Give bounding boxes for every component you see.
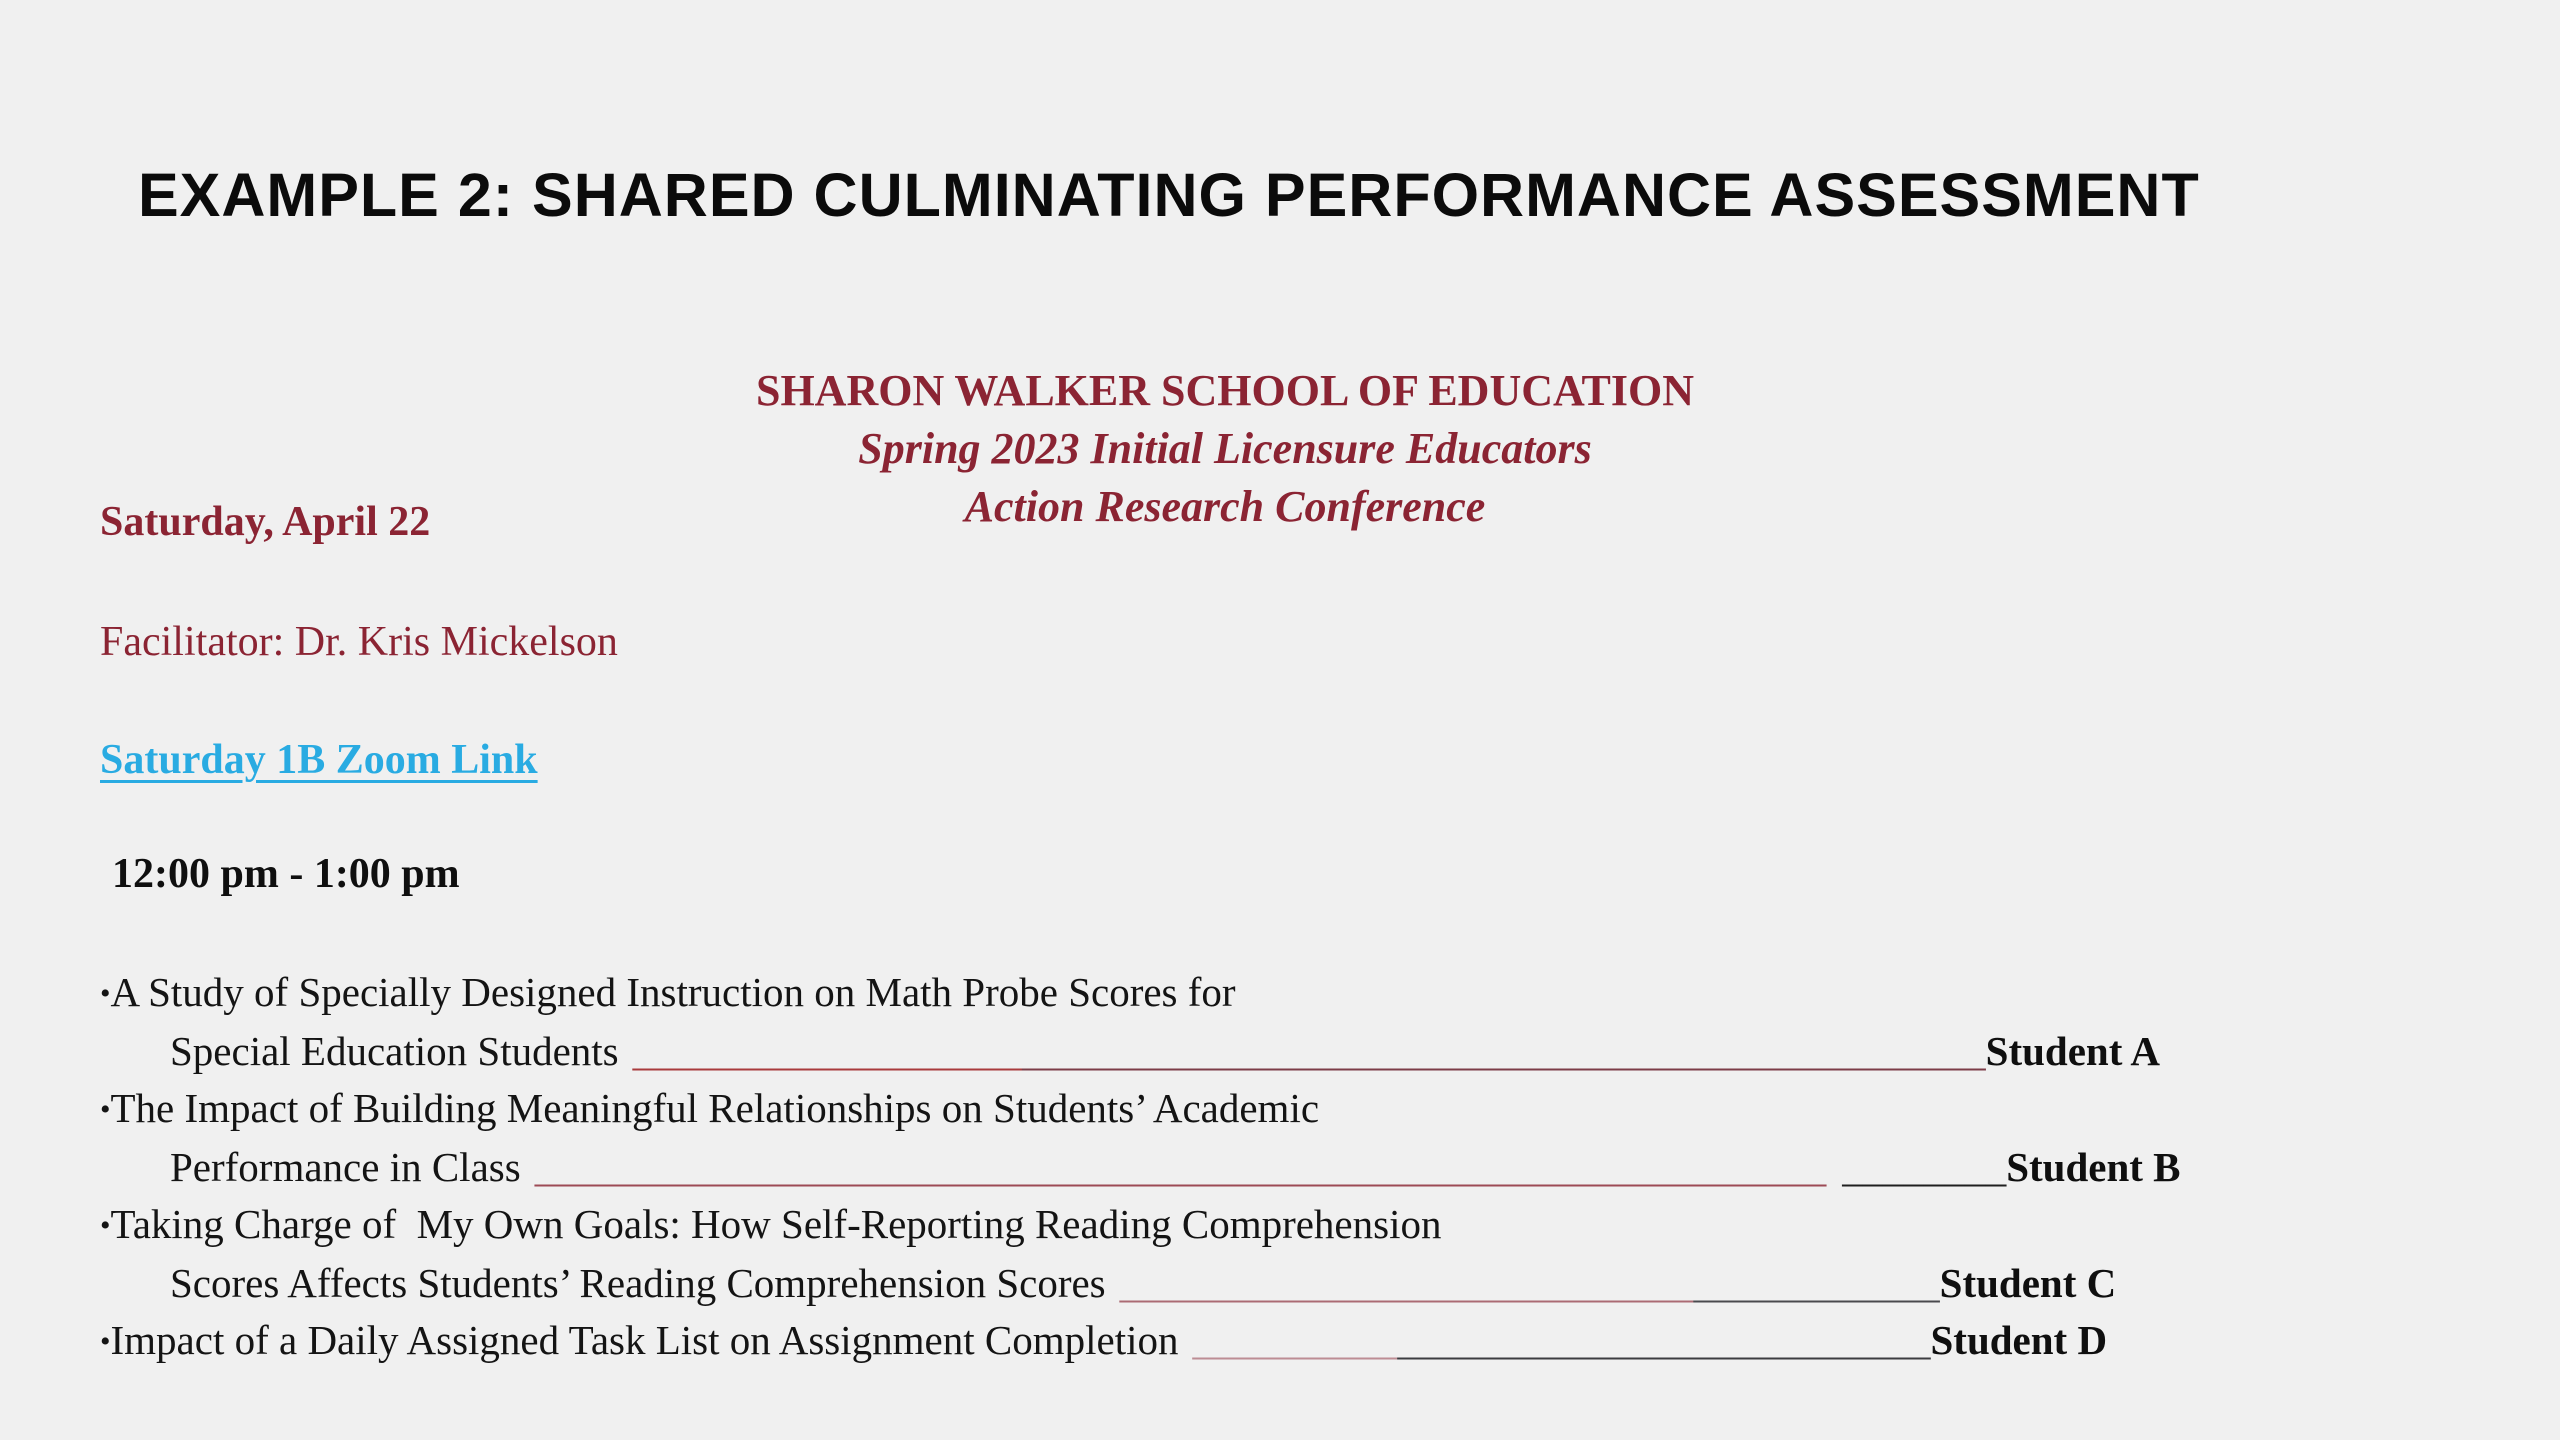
fill-in-line: ________: [1842, 1143, 2007, 1190]
session-time: 12:00 pm - 1:00 pm: [112, 851, 460, 897]
bullet-icon: •: [100, 1325, 111, 1358]
agenda-text: A Study of Specially Designed Instruction on Math Probe Scores for: [110, 969, 1236, 1015]
facilitator-line: Facilitator: Dr. Kris Mickelson: [100, 619, 618, 665]
bullet-icon: •: [100, 977, 111, 1010]
agenda-line: [100, 1023, 2181, 1081]
bullet-icon: •: [100, 1093, 111, 1126]
zoom-link-row: [100, 736, 538, 784]
bullet-icon: •: [100, 1209, 111, 1242]
slide-title: EXAMPLE 2: SHARED CULMINATING PERFORMANCE ASSESSMENT: [138, 161, 2200, 229]
student-label: Student A: [1985, 1027, 2160, 1074]
session-date: Saturday, April 22: [100, 499, 431, 545]
fill-in-line: _______________________________________________________________: [534, 1143, 1827, 1190]
student-label: Student B: [2006, 1143, 2181, 1190]
student-label: Student D: [1930, 1317, 2108, 1363]
agenda-line: [100, 1080, 2181, 1139]
fill-in-line: ____________: [1693, 1259, 1940, 1306]
fill-in-line: __________________________: [1397, 1317, 1931, 1363]
agenda-text: Taking Charge of My Own Goals: How Self-Reporting Reading Comprehension: [110, 1201, 1442, 1247]
fill-in-line: __________: [1192, 1317, 1398, 1363]
agenda-text: Impact of a Daily Assigned Task List on Assignment Completion: [110, 1317, 1179, 1363]
agenda-text: Scores Affects Students’ Reading Comprehension Scores: [170, 1259, 1106, 1306]
school-name: SHARON WALKER SCHOOL OF EDUCATION: [755, 366, 1694, 415]
program-line: Spring 2023 Initial Licensure Educators: [858, 424, 1592, 473]
agenda-text: Special Education Students: [170, 1027, 619, 1074]
agenda-line: [100, 964, 2181, 1023]
agenda-list: [100, 964, 2181, 1371]
agenda-line: [100, 1312, 2181, 1371]
fill-in-line: ____________________________: [1119, 1259, 1694, 1306]
agenda-line: [100, 1196, 2181, 1255]
agenda-text: Performance in Class: [170, 1143, 521, 1190]
conference-line: Action Research Conference: [964, 482, 1486, 531]
agenda-text: The Impact of Building Meaningful Relationships on Students’ Academic: [110, 1085, 1320, 1131]
fill-in-line: _______________________________________________: [1022, 1027, 1986, 1074]
student-label: Student C: [1939, 1259, 2117, 1306]
zoom-link[interactable]: Saturday 1B Zoom Link: [100, 737, 538, 783]
agenda-line: [100, 1139, 2181, 1197]
agenda-line: [100, 1255, 2181, 1313]
fill-in-line: ___________________: [632, 1027, 1023, 1074]
